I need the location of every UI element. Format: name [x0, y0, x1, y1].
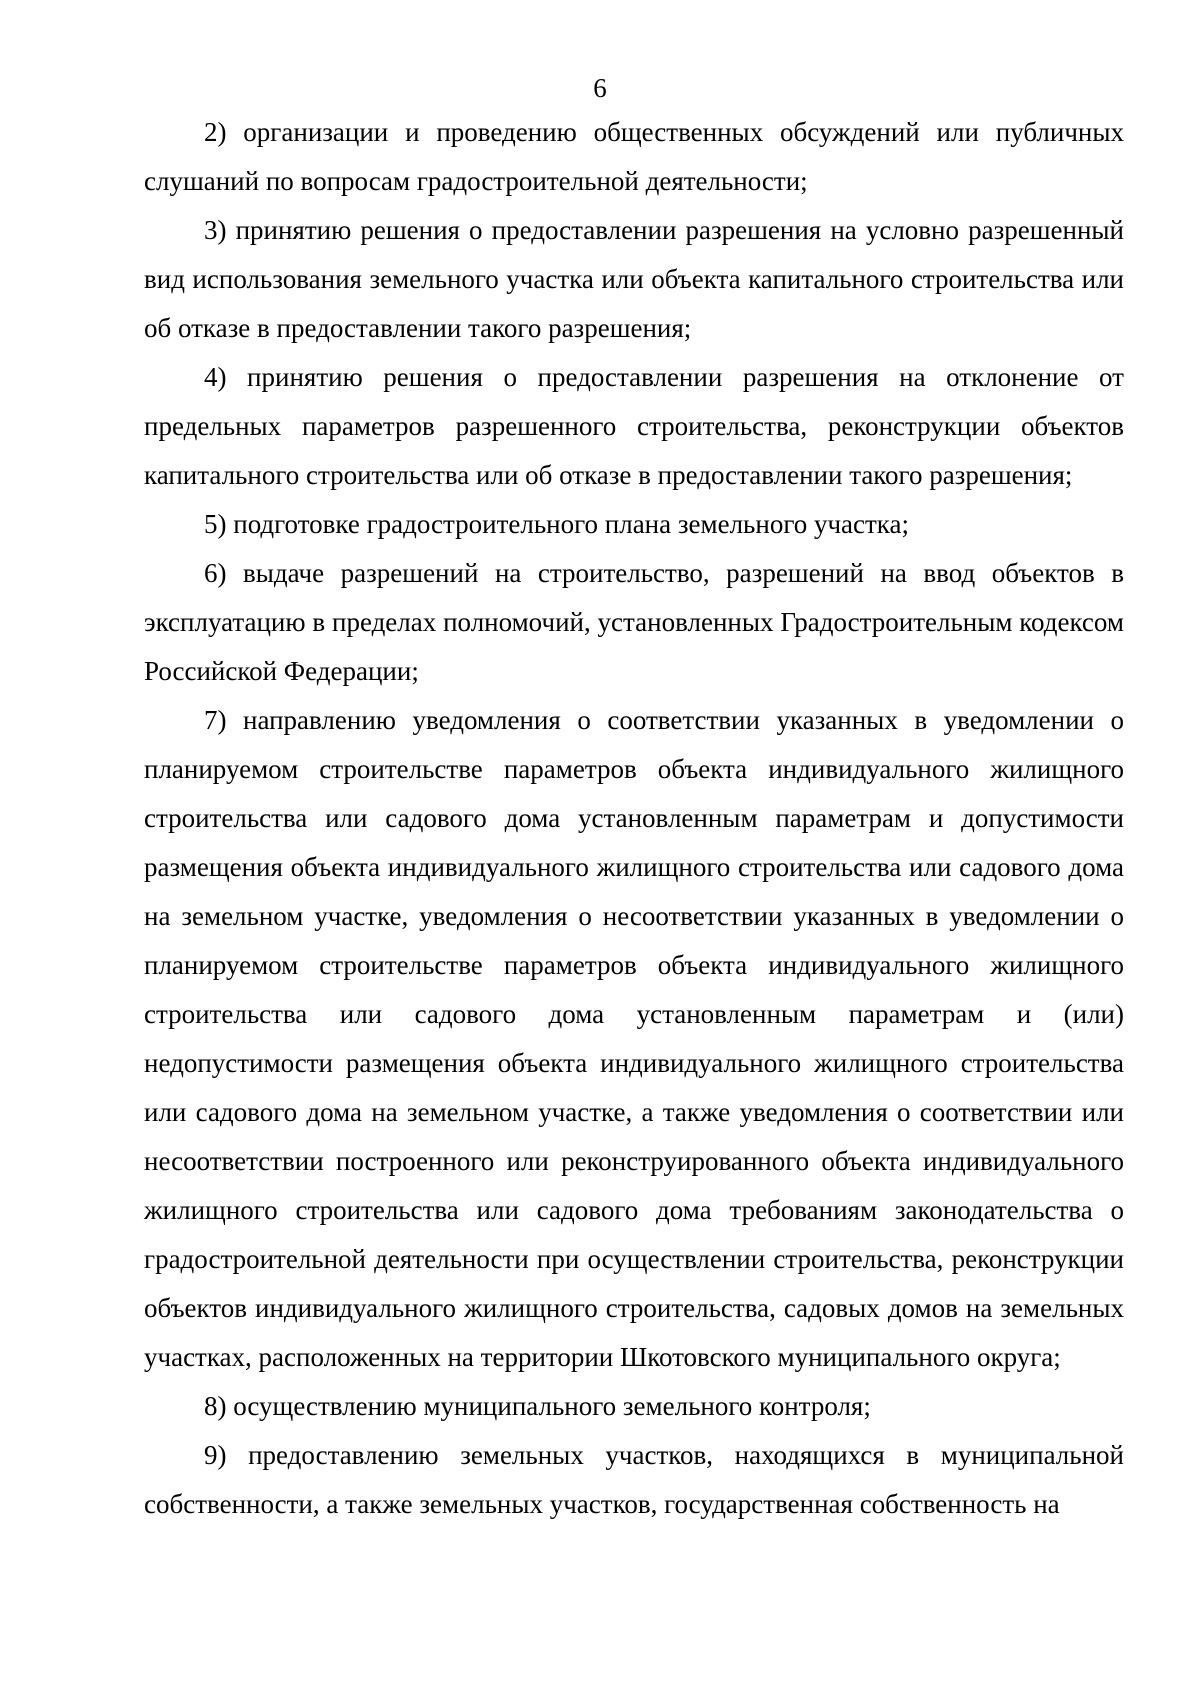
paragraph-item-9: 9) предоставлению земельных участков, находящихся в муниципальной собственности, а также земельных участков, государственная собственность на [144, 1440, 1124, 1519]
paragraph-item-2: 2) организации и проведению общественных обсуждений или публичных слушаний по вопросам градостроительной деятельности; [144, 117, 1124, 196]
paragraph-item-7: 7) направлению уведомления о соответствии указанных в уведомлении о планируемом строительстве параметров объекта индивидуального жилищного строительства или садового дома установленным параметрам и допустимости размещения объекта индивидуального жилищного строительства или садового дома на земельном участке, уведомления о несоответствии указанных в уведомлении о планируемом строительстве параметров объекта индивидуального жилищного строительства или садового дома установленным параметрам и (или) недопустимости размещения объекта индивидуального жилищного строительства или садового дома на земельном участке, а также уведомления о соответствии или несоответствии построенного или реконструированного объекта индивидуального жилищного строительства или садового дома требованиям законодательства о градостроительной деятельности при осуществлении строительства, реконструкции объектов индивидуального жилищного строительства, садовых домов на земельных участках, расположенных на территории Шкотовского муниципального округа; [144, 705, 1124, 1372]
paragraph-item-8: 8) осуществлению муниципального земельного контроля; [204, 1391, 871, 1421]
paragraph-item-5: 5) подготовке градостроительного плана земельного участка; [204, 509, 910, 539]
paragraph-item-6: 6) выдаче разрешений на строительство, разрешений на ввод объектов в эксплуатацию в пределах полномочий, установленных Градостроительным кодексом Российской Федерации; [144, 558, 1124, 686]
paragraph-item-3: 3) принятию решения о предоставлении разрешения на условно разрешенный вид использования земельного участка или объекта капитального строительства или об отказе в предоставлении такого разрешения; [144, 215, 1124, 343]
document-body [144, 108, 1124, 1529]
page-number: 6 [593, 73, 607, 103]
paragraph-item-4: 4) принятию решения о предоставлении разрешения на отклонение от предельных параметров разрешенного строительства, реконструкции объектов капитального строительства или об отказе в предоставлении такого разрешения; [144, 362, 1124, 490]
